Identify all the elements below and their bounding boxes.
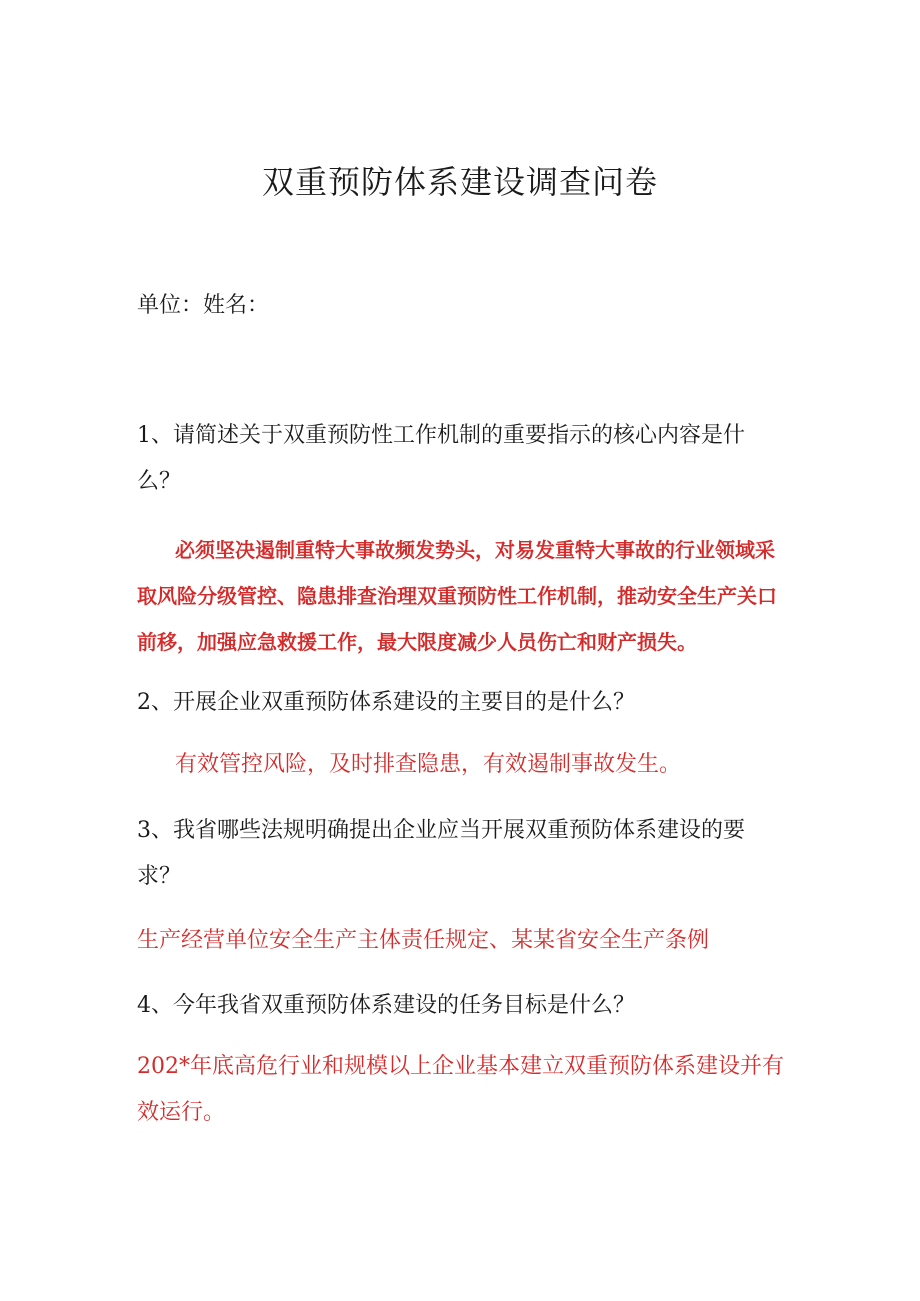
question-4: 4、今年我省双重预防体系建设的任务目标是什么？ bbox=[137, 993, 635, 1018]
question-3: 3、我省哪些法规明确提出企业应当开展双重预防体系建设的要求？ bbox=[137, 818, 745, 889]
answer-1: 必须坚决遏制重特大事故频发势头，对易发重特大事故的行业领域采取风险分级管控、隐患排查治理双重预防性工作机制，推动安全生产关口前移，加强应急救援工作，最大限度减少人员伤亡和财产损失。 bbox=[137, 538, 777, 654]
answer-4: 202*年底高危行业和规模以上企业基本建立双重预防体系建设并有效运行。 bbox=[137, 1054, 784, 1125]
document-title: 双重预防体系建设调查问卷 bbox=[261, 163, 658, 201]
unit-name-line: 单位：姓名： bbox=[137, 293, 270, 318]
answer-2: 有效管控风险，及时排查隐患，有效遏制事故发生。 bbox=[175, 752, 682, 777]
answer-3: 生产经营单位安全生产主体责任规定、某某省安全生产条例 bbox=[137, 928, 710, 953]
question-2: 2、开展企业双重预防体系建设的主要目的是什么？ bbox=[137, 690, 635, 715]
question-1: 1、请简述关于双重预防性工作机制的重要指示的核心内容是什么？ bbox=[137, 423, 745, 494]
